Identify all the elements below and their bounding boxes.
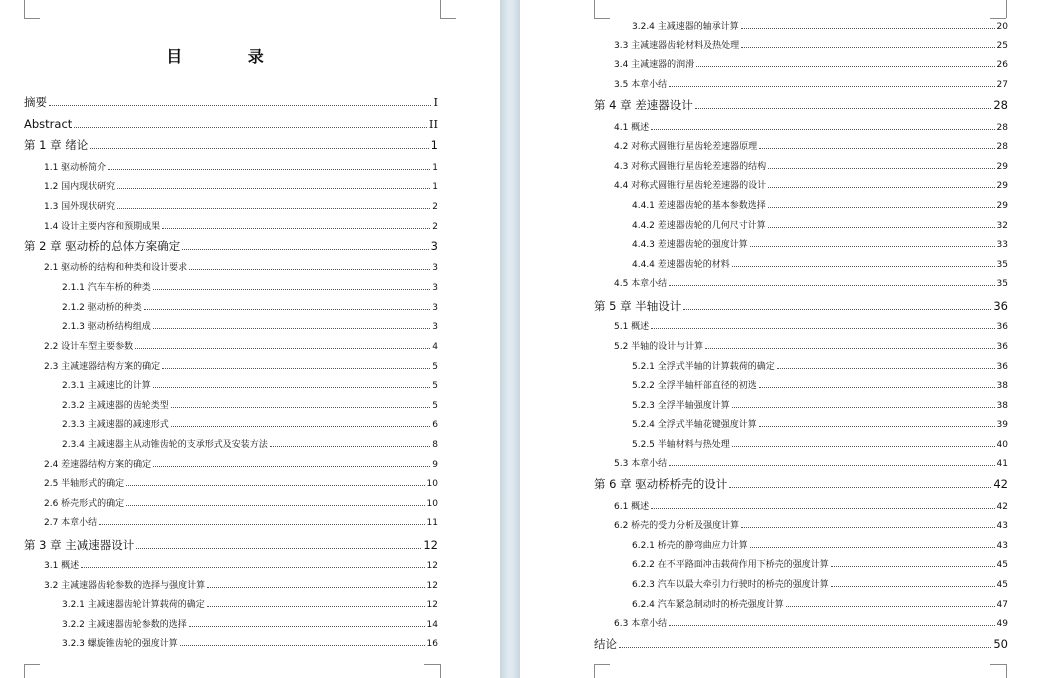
toc-page-number: 16 — [426, 639, 438, 649]
toc-chapter-entry[interactable] — [24, 95, 438, 109]
crop-mark — [594, 664, 595, 678]
toc-entry[interactable] — [44, 200, 438, 213]
toc-page-number: 29 — [996, 162, 1008, 172]
crop-mark — [24, 0, 25, 18]
toc-entry-label: 1.1 驱动桥简介 — [44, 163, 107, 173]
toc-page-number: 12 — [423, 538, 438, 552]
toc-entry-label: 2.2 设计车型主要参数 — [44, 342, 134, 352]
toc-entry-label: 4.4.3 差速器齿轮的强度计算 — [632, 240, 748, 250]
toc-page-number: 43 — [996, 541, 1008, 551]
toc-page-number: 5 — [432, 401, 438, 411]
toc-page-number: 28 — [996, 142, 1008, 152]
toc-dot-leader — [651, 500, 994, 509]
toc-entry-label: 2.7 本章小结 — [44, 518, 98, 528]
toc-page-number: 20 — [996, 22, 1008, 32]
toc-entry-label: 4.4 对称式圆锥行星齿轮差速器的设计 — [614, 181, 767, 191]
toc-dot-leader — [90, 139, 428, 149]
toc-entry[interactable] — [614, 500, 1008, 513]
toc-page-number: 2 — [432, 222, 438, 232]
toc-entry-label: 3.2.3 螺旋锥齿轮的强度计算 — [62, 639, 178, 649]
toc-dot-leader — [729, 478, 991, 488]
toc-entry-label: 6.1 概述 — [614, 502, 650, 512]
toc-page-number: 11 — [426, 518, 438, 528]
toc-page-number: 10 — [426, 479, 438, 489]
toc-entry[interactable] — [62, 320, 438, 333]
toc-entry[interactable] — [44, 180, 438, 193]
toc-page-number: 47 — [996, 600, 1008, 610]
toc-entry-label: 6.2.1 桥壳的静弯曲应力计算 — [632, 541, 748, 551]
toc-page-number: 35 — [996, 279, 1008, 289]
toc-page-number: 14 — [426, 620, 438, 630]
toc-dot-leader — [117, 200, 430, 209]
toc-dot-leader — [619, 638, 991, 648]
toc-entry[interactable] — [44, 161, 438, 174]
toc-chapter-entry[interactable] — [594, 477, 1008, 491]
toc-page-number: II — [428, 117, 438, 131]
toc-dot-leader — [750, 539, 995, 548]
toc-entry[interactable] — [632, 20, 1008, 33]
toc-dot-leader — [759, 140, 994, 149]
toc-entry-label: 1.4 设计主要内容和预期成果 — [44, 222, 161, 232]
toc-entry-label: 2.1.3 驱动桥结构组成 — [62, 322, 151, 332]
crop-mark — [1006, 664, 1007, 678]
toc-entry-label: 3.2 主减速器齿轮参数的选择与强度计算 — [44, 581, 206, 591]
toc-entry-label: 3.1 概述 — [44, 561, 80, 571]
toc-entry-label: 6.2.3 汽车以最大牵引力行驶时的桥壳的强度计算 — [632, 580, 829, 590]
toc-entry[interactable] — [614, 457, 1008, 470]
toc-entry[interactable] — [44, 516, 438, 529]
toc-dot-leader — [705, 340, 994, 349]
crop-mark — [24, 664, 40, 665]
toc-entry-label: 3.3 主减速器齿轮材料及热处理 — [614, 41, 740, 51]
toc-entry-label: 5.2 半轴的设计与计算 — [614, 342, 704, 352]
toc-entry[interactable] — [614, 179, 1008, 192]
toc-page-number: 38 — [996, 401, 1008, 411]
toc-entry[interactable] — [614, 519, 1008, 532]
toc-page-number: 36 — [996, 322, 1008, 332]
toc-entry-label: 3.5 本章小结 — [614, 80, 668, 90]
toc-entry[interactable] — [62, 399, 438, 412]
toc-dot-leader — [99, 516, 424, 525]
toc-chapter-entry[interactable] — [24, 138, 438, 152]
toc-dot-leader — [669, 78, 994, 87]
toc-entry[interactable] — [44, 477, 438, 490]
toc-entry[interactable] — [632, 578, 1008, 591]
toc-entry-label: 4.4.1 差速器齿轮的基本参数选择 — [632, 201, 766, 211]
crop-mark — [990, 18, 1006, 19]
toc-dot-leader — [669, 277, 994, 286]
toc-dot-leader — [768, 219, 995, 228]
toc-entry-label: 2.3 主减速器结构方案的确定 — [44, 362, 161, 372]
toc-page-number: 1 — [432, 182, 438, 192]
crop-mark — [24, 664, 25, 678]
toc-page-number: 3 — [432, 322, 438, 332]
toc-page-number: 40 — [996, 440, 1008, 450]
toc-entry[interactable] — [62, 637, 438, 650]
toc-dot-leader — [162, 220, 430, 229]
toc-entry[interactable] — [632, 598, 1008, 611]
toc-entry[interactable] — [62, 438, 438, 451]
toc-page-number: 6 — [432, 420, 438, 430]
toc-entry[interactable] — [44, 559, 438, 572]
toc-entry[interactable] — [44, 579, 438, 592]
toc-page-number: 42 — [993, 477, 1008, 491]
toc-dot-leader — [683, 300, 991, 310]
toc-dot-leader — [49, 96, 431, 106]
toc-entry[interactable] — [614, 340, 1008, 353]
toc-dot-leader — [171, 399, 431, 408]
toc-page-number: 26 — [996, 60, 1008, 70]
toc-entry-label: 第 3 章 主减速器设计 — [24, 538, 135, 552]
toc-page-number: 12 — [426, 581, 438, 591]
toc-page-number: 28 — [996, 123, 1008, 133]
toc-entry-label: 6.2.2 在不平路面冲击载荷作用下桥壳的强度计算 — [632, 560, 829, 570]
toc-dot-leader — [180, 637, 425, 646]
toc-dot-leader — [651, 320, 994, 329]
toc-dot-leader — [669, 457, 994, 466]
toc-entry-label: 4.4.4 差速器齿轮的材料 — [632, 260, 730, 270]
toc-dot-leader — [651, 121, 994, 130]
toc-entry[interactable] — [614, 617, 1008, 630]
toc-page-number: 32 — [996, 221, 1008, 231]
document-page-left — [0, 0, 500, 678]
toc-page-number: 12 — [426, 561, 438, 571]
toc-entry[interactable] — [62, 418, 438, 431]
crop-mark — [424, 664, 440, 665]
toc-entry-label: 4.1 概述 — [614, 123, 650, 133]
toc-entry-label: 5.2.1 全浮式半轴的计算载荷的确定 — [632, 362, 775, 372]
toc-entry-label: 2.3.3 主减速器的减速形式 — [62, 420, 169, 430]
toc-entry-label: 1.3 国外现状研究 — [44, 202, 116, 212]
document-page-right — [520, 0, 1055, 678]
crop-mark — [1006, 0, 1007, 18]
toc-entry-label: Abstract — [24, 117, 73, 131]
toc-entry[interactable] — [62, 618, 438, 631]
toc-entry[interactable] — [614, 140, 1008, 153]
toc-dot-leader — [126, 497, 424, 506]
toc-page-number: 9 — [432, 460, 438, 470]
toc-entry[interactable] — [632, 258, 1008, 271]
toc-entry[interactable] — [632, 438, 1008, 451]
page-gutter — [500, 0, 520, 678]
toc-entry-label: 第 2 章 驱动桥的总体方案确定 — [24, 239, 181, 253]
toc-page-number: 29 — [996, 181, 1008, 191]
toc-dot-leader — [74, 118, 427, 128]
toc-dot-leader — [732, 258, 995, 267]
crop-mark — [24, 18, 40, 19]
toc-dot-leader — [153, 281, 431, 290]
toc-entry-label: 2.5 半轴形式的确定 — [44, 479, 125, 489]
toc-entry-label: 3.4 主减速器的润滑 — [614, 60, 695, 70]
toc-page-number: 25 — [996, 41, 1008, 51]
toc-dot-leader — [153, 458, 430, 467]
toc-dot-leader — [182, 240, 428, 250]
toc-dot-leader — [768, 160, 994, 169]
toc-entry[interactable] — [632, 360, 1008, 373]
toc-entry[interactable] — [614, 78, 1008, 91]
toc-chapter-entry[interactable] — [594, 637, 1008, 651]
toc-entry-label: 5.2.2 全浮半轴杆部直径的初选 — [632, 381, 757, 391]
toc-entry[interactable] — [62, 281, 438, 294]
toc-dot-leader — [162, 360, 430, 369]
toc-dot-leader — [108, 161, 430, 170]
crop-mark — [594, 18, 610, 19]
toc-entry-label: 第 5 章 半轴设计 — [594, 299, 682, 313]
toc-page-number: 3 — [430, 239, 438, 253]
toc-entry-label: 5.2.4 全浮式半轴花键强度计算 — [632, 420, 757, 430]
toc-page-number: 38 — [996, 381, 1008, 391]
toc-dot-leader — [207, 598, 425, 607]
toc-entry[interactable] — [614, 39, 1008, 52]
toc-dot-leader — [171, 418, 431, 427]
toc-page-number: 2 — [432, 202, 438, 212]
toc-chapter-entry[interactable] — [594, 299, 1008, 313]
crop-mark — [594, 0, 595, 18]
toc-entry-label: 2.6 桥壳形式的确定 — [44, 499, 125, 509]
toc-dot-leader — [117, 180, 430, 189]
toc-entry-label: 3.2.1 主减速器齿轮计算载荷的确定 — [62, 600, 205, 610]
toc-entry-label: 4.5 本章小结 — [614, 279, 668, 289]
toc-entry-label: 摘要 — [24, 95, 47, 109]
toc-entry-label: 5.2.3 全浮半轴强度计算 — [632, 401, 730, 411]
toc-dot-leader — [831, 578, 995, 587]
toc-entry-label: 2.3.1 主减速比的计算 — [62, 381, 151, 391]
toc-dot-leader — [696, 58, 994, 67]
toc-dot-leader — [81, 559, 424, 568]
toc-page-number: 50 — [993, 637, 1008, 651]
toc-page-number: 8 — [432, 440, 438, 450]
toc-entry[interactable] — [632, 219, 1008, 232]
toc-entry-label: 第 6 章 驱动桥桥壳的设计 — [594, 477, 728, 491]
toc-entry[interactable] — [614, 320, 1008, 333]
toc-dot-leader — [135, 340, 430, 349]
toc-entry[interactable] — [44, 340, 438, 353]
toc-page-number: 35 — [996, 260, 1008, 270]
toc-title: 目 录 — [166, 47, 294, 66]
toc-entry[interactable] — [44, 220, 438, 233]
toc-page-number: 49 — [996, 619, 1008, 629]
toc-entry-label: 5.3 本章小结 — [614, 459, 668, 469]
toc-page-number: 45 — [996, 580, 1008, 590]
toc-page-number: 45 — [996, 560, 1008, 570]
toc-page-number: 27 — [996, 80, 1008, 90]
toc-dot-leader — [768, 179, 994, 188]
toc-dot-leader — [153, 320, 431, 329]
toc-page-number: 3 — [432, 283, 438, 293]
toc-chapter-entry[interactable] — [24, 117, 438, 131]
toc-page-number: 3 — [432, 263, 438, 273]
toc-page-number: 3 — [432, 303, 438, 313]
toc-page-number: 12 — [426, 600, 438, 610]
toc-entry-label: 4.4.2 差速器齿轮的几何尺寸计算 — [632, 221, 766, 231]
toc-entry[interactable] — [632, 379, 1008, 392]
toc-entry-label: 2.4 差速器结构方案的确定 — [44, 460, 152, 470]
toc-entry-label: 第 1 章 绪论 — [24, 138, 89, 152]
toc-page-number: 1 — [430, 138, 438, 152]
toc-page-number: 28 — [993, 98, 1008, 112]
toc-dot-leader — [741, 20, 995, 29]
toc-entry[interactable] — [44, 261, 438, 274]
toc-entry-label: 3.2.2 主减速器齿轮参数的选择 — [62, 620, 187, 630]
toc-dot-leader — [786, 598, 995, 607]
toc-entry[interactable] — [44, 360, 438, 373]
toc-dot-leader — [732, 399, 995, 408]
toc-entry[interactable] — [632, 399, 1008, 412]
crop-mark — [990, 664, 1006, 665]
toc-dot-leader — [741, 39, 994, 48]
toc-entry[interactable] — [632, 238, 1008, 251]
toc-entry-label: 2.1.1 汽车车桥的种类 — [62, 283, 151, 293]
toc-dot-leader — [270, 438, 431, 447]
toc-page-number: 10 — [426, 499, 438, 509]
toc-entry[interactable] — [614, 277, 1008, 290]
toc-page-number: 36 — [996, 362, 1008, 372]
toc-dot-leader — [750, 238, 995, 247]
toc-page-number: 1 — [432, 163, 438, 173]
toc-entry[interactable] — [614, 160, 1008, 173]
toc-dot-leader — [136, 539, 421, 549]
toc-page-number: I — [433, 95, 438, 109]
toc-page-number: 36 — [993, 299, 1008, 313]
crop-mark — [594, 664, 610, 665]
toc-dot-leader — [207, 579, 424, 588]
toc-entry-label: 2.1 驱动桥的结构和种类和设计要求 — [44, 263, 188, 273]
toc-dot-leader — [695, 99, 992, 109]
toc-entry-label: 4.3 对称式圆锥行星齿轮差速器的结构 — [614, 162, 767, 172]
toc-dot-leader — [126, 477, 424, 486]
toc-chapter-entry[interactable] — [24, 239, 438, 253]
toc-entry-label: 结论 — [594, 637, 617, 651]
toc-entry-label: 5.1 概述 — [614, 322, 650, 332]
toc-page-number: 5 — [432, 381, 438, 391]
toc-entry[interactable] — [44, 458, 438, 471]
toc-dot-leader — [759, 418, 995, 427]
toc-entry[interactable] — [614, 121, 1008, 134]
toc-dot-leader — [741, 519, 994, 528]
toc-page-number: 41 — [996, 459, 1008, 469]
toc-entry[interactable] — [62, 598, 438, 611]
toc-page-number: 39 — [996, 420, 1008, 430]
toc-page-number: 4 — [432, 342, 438, 352]
toc-entry-label: 1.2 国内现状研究 — [44, 182, 116, 192]
toc-page-number: 42 — [996, 502, 1008, 512]
toc-entry-label: 5.2.5 半轴材料与热处理 — [632, 440, 730, 450]
toc-entry[interactable] — [614, 58, 1008, 71]
toc-entry-label: 6.3 本章小结 — [614, 619, 668, 629]
toc-entry-label: 2.3.2 主减速器的齿轮类型 — [62, 401, 169, 411]
toc-dot-leader — [732, 438, 995, 447]
toc-entry[interactable] — [632, 558, 1008, 571]
toc-page-number: 33 — [996, 240, 1008, 250]
toc-dot-leader — [153, 379, 431, 388]
toc-entry-label: 6.2 桥壳的受力分析及强度计算 — [614, 521, 740, 531]
toc-dot-leader — [669, 617, 994, 626]
toc-dot-leader — [768, 199, 995, 208]
toc-page-number: 5 — [432, 362, 438, 372]
crop-mark — [440, 0, 441, 18]
toc-entry-label: 2.1.2 驱动桥的种类 — [62, 303, 142, 313]
toc-entry[interactable] — [632, 539, 1008, 552]
toc-entry[interactable] — [632, 199, 1008, 212]
toc-page-number: 43 — [996, 521, 1008, 531]
toc-page-number: 36 — [996, 342, 1008, 352]
toc-entry-label: 3.2.4 主减速器的轴承计算 — [632, 22, 739, 32]
crop-mark — [440, 18, 456, 19]
toc-dot-leader — [831, 558, 995, 567]
toc-entry-label: 4.2 对称式圆锥行星齿轮差速器原理 — [614, 142, 758, 152]
toc-entry-label: 6.2.4 汽车紧急制动时的桥壳强度计算 — [632, 600, 784, 610]
toc-dot-leader — [759, 379, 995, 388]
toc-entry[interactable] — [62, 301, 438, 314]
toc-dot-leader — [144, 301, 431, 310]
toc-entry[interactable] — [62, 379, 438, 392]
toc-dot-leader — [777, 360, 995, 369]
toc-entry[interactable] — [44, 497, 438, 510]
toc-entry[interactable] — [632, 418, 1008, 431]
toc-chapter-entry[interactable] — [24, 538, 438, 552]
crop-mark — [440, 664, 441, 678]
toc-page-number: 29 — [996, 201, 1008, 211]
toc-dot-leader — [189, 618, 425, 627]
toc-entry-label: 2.3.4 主减速器主从动锥齿轮的支承形式及安装方法 — [62, 440, 268, 450]
toc-chapter-entry[interactable] — [594, 98, 1008, 112]
toc-dot-leader — [189, 261, 430, 270]
toc-entry-label: 第 4 章 差速器设计 — [594, 98, 693, 112]
